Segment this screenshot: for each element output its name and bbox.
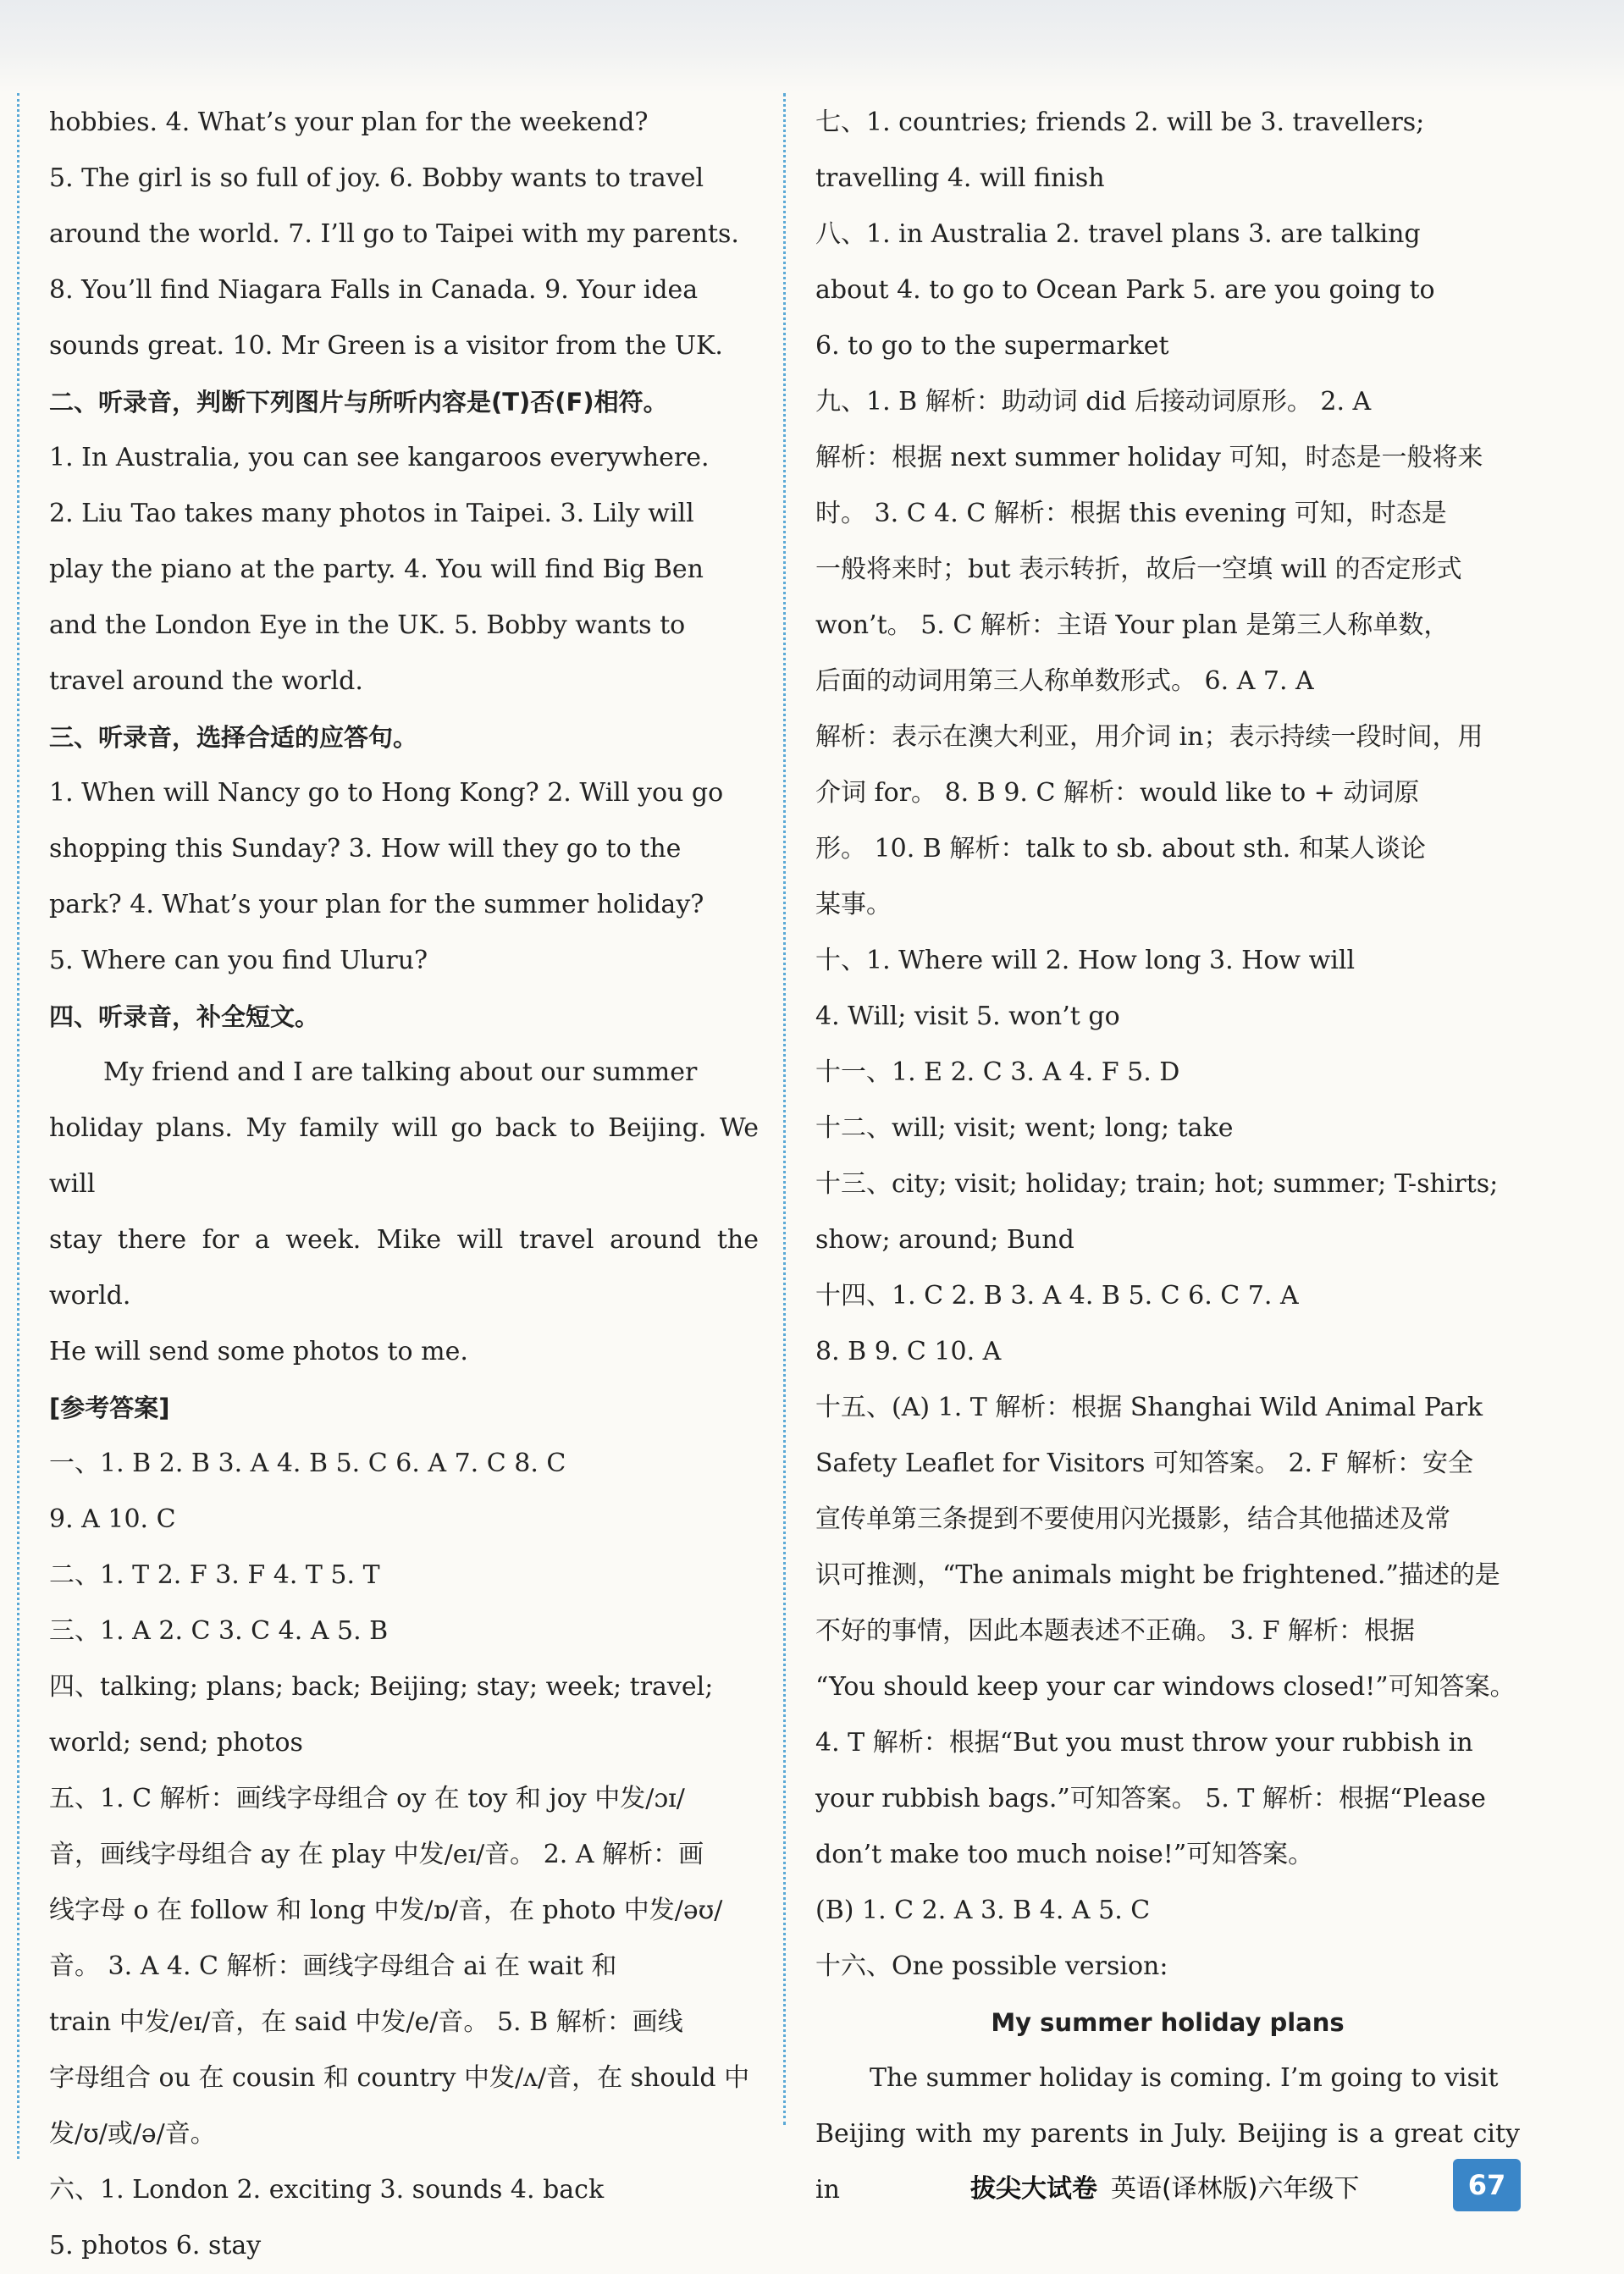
text-line: 七、1. countries; friends 2. will be 3. travellers; bbox=[815, 108, 1425, 137]
right-column bbox=[815, 95, 1520, 2218]
text-line: 8. B 9. C 10. A bbox=[815, 1337, 1002, 1366]
text-line: 四、talking; plans; back; Beijing; stay; week; travel; bbox=[49, 1672, 714, 1702]
text-line: 九、1. B 解析：助动词 did 后接动词原形。 2. A bbox=[815, 387, 1372, 417]
text-line: 6. to go to the supermarket bbox=[815, 331, 1169, 361]
text-line: 后面的动词用第三人称单数形式。 6. A 7. A bbox=[815, 666, 1314, 696]
text-line: The summer holiday is coming. I’m going to visit bbox=[870, 2063, 1499, 2093]
text-line: 5. Where can you find Uluru? bbox=[49, 946, 428, 975]
text-line: 某事。 bbox=[815, 890, 892, 919]
text-line: 音，画线字母组合 ay 在 play 中发/eɪ/音。 2. A 解析：画 bbox=[49, 1840, 704, 1869]
text-line: “You should keep your car windows closed!”可知答案。 bbox=[815, 1672, 1516, 1702]
text-line: 1. In Australia, you can see kangaroos everywhere. bbox=[49, 443, 710, 472]
text-line: show; around; Bund bbox=[815, 1225, 1074, 1255]
text-line: 五、1. C 解析：画线字母组合 oy 在 toy 和 joy 中发/ɔɪ/ bbox=[49, 1784, 685, 1813]
text-line: 2. Liu Tao takes many photos in Taipei. 3. Lily will bbox=[49, 499, 694, 528]
text-line: 介词 for。 8. B 9. C 解析：would like to + 动词原 bbox=[815, 778, 1420, 808]
text-line: your rubbish bags.”可知答案。 5. T 解析：根据“Please bbox=[815, 1784, 1486, 1813]
text-line: 4. T 解析：根据“But you must throw your rubbish in bbox=[815, 1728, 1473, 1758]
text-line: 不好的事情，因此本题表述不正确。 3. F 解析：根据 bbox=[815, 1616, 1416, 1646]
text-line: He will send some photos to me. bbox=[49, 1337, 468, 1366]
header-band bbox=[0, 0, 1624, 93]
text-line: around the world. 7. I’ll go to Taipei with my parents. bbox=[49, 219, 739, 249]
text-line: 字母组合 ou 在 cousin 和 country 中发/ʌ/音，在 should 中 bbox=[49, 2063, 750, 2093]
text-line: 9. A 10. C bbox=[49, 1504, 176, 1534]
text-line: 5. photos 6. stay bbox=[49, 2231, 262, 2260]
text-line: 十五、(A) 1. T 解析：根据 Shanghai Wild Animal Park bbox=[815, 1393, 1483, 1422]
text-line: 5. The girl is so full of joy. 6. Bobby wants to travel bbox=[49, 163, 704, 193]
text-line: travelling 4. will finish bbox=[815, 163, 1105, 193]
margin-dotted-line bbox=[17, 93, 19, 2159]
text-line: 一、1. B 2. B 3. A 4. B 5. C 6. A 7. C 8. C bbox=[49, 1449, 566, 1478]
text-line: 4. Will; visit 5. won’t go bbox=[815, 1002, 1120, 1031]
text-line: 8. You’ll find Niagara Falls in Canada. 9. Your idea bbox=[49, 275, 699, 305]
brand-name: 拔尖大试卷 bbox=[970, 2174, 1097, 2204]
text-line: 时。 3. C 4. C 解析：根据 this evening 可知，时态是 bbox=[815, 499, 1447, 528]
section-heading: 四、听录音，补全短文。 bbox=[49, 1002, 320, 1031]
column-divider bbox=[783, 93, 786, 2125]
text-line: 十、1. Where will 2. How long 3. How will bbox=[815, 946, 1356, 975]
footer-brand bbox=[970, 2164, 1359, 2215]
text-line: stay there for a week. Mike will travel around the world. bbox=[49, 1225, 759, 1311]
left-column bbox=[49, 95, 759, 2274]
text-line: park? 4. What’s your plan for the summer holiday? bbox=[49, 890, 704, 919]
text-line: 二、1. T 2. F 3. F 4. T 5. T bbox=[49, 1560, 380, 1590]
answer-key-heading: [参考答案] bbox=[49, 1394, 170, 1422]
text-line: 线字母 o 在 follow 和 long 中发/ɒ/音，在 photo 中发/əʊ/ bbox=[49, 1896, 723, 1925]
text-line: (B) 1. C 2. A 3. B 4. A 5. C bbox=[815, 1896, 1151, 1925]
subject-label: 英语(译林版)六年级下 bbox=[1111, 2174, 1360, 2204]
text-line: 解析：表示在澳大利亚，用介词 in；表示持续一段时间，用 bbox=[815, 722, 1483, 752]
text-line: Safety Leaflet for Visitors 可知答案。 2. F 解析：安全 bbox=[815, 1449, 1473, 1478]
text-line: holiday plans. My family will go back to Beijing. We will bbox=[49, 1113, 759, 1199]
text-line: 一般将来时；but 表示转折，故后一空填 will 的否定形式 bbox=[815, 555, 1462, 584]
text-line: and the London Eye in the UK. 5. Bobby wants to bbox=[49, 610, 686, 640]
text-line: My friend and I are talking about our summer bbox=[103, 1057, 698, 1087]
text-line: travel around the world. bbox=[49, 666, 363, 696]
text-line: 音。 3. A 4. C 解析：画线字母组合 ai 在 wait 和 bbox=[49, 1951, 617, 1981]
text-line: 宣传单第三条提到不要使用闪光摄影，结合其他描述及常 bbox=[815, 1504, 1450, 1534]
text-line: 十四、1. C 2. B 3. A 4. B 5. C 6. C 7. A bbox=[815, 1281, 1299, 1311]
text-line: hobbies. 4. What’s your plan for the weekend? bbox=[49, 108, 649, 137]
text-line: 十二、will; visit; went; long; take bbox=[815, 1113, 1234, 1143]
text-line: 1. When will Nancy go to Hong Kong? 2. Will you go bbox=[49, 778, 724, 808]
essay-title: My summer holiday plans bbox=[991, 2008, 1345, 2037]
text-line: 十一、1. E 2. C 3. A 4. F 5. D bbox=[815, 1057, 1180, 1087]
section-heading: 二、听录音，判断下列图片与所听内容是(T)否(F)相符。 bbox=[49, 388, 668, 417]
text-line: won’t。 5. C 解析：主语 Your plan 是第三人称单数， bbox=[815, 610, 1450, 640]
text-line: about 4. to go to Ocean Park 5. are you going to bbox=[815, 275, 1435, 305]
text-line: Beijing with my parents in July. Beijing is a great city in bbox=[815, 2119, 1520, 2205]
text-line: play the piano at the party. 4. You will find Big Ben bbox=[49, 555, 704, 584]
text-line: 发/ʊ/或/ə/音。 bbox=[49, 2119, 216, 2149]
text-line: 八、1. in Australia 2. travel plans 3. are talking bbox=[815, 219, 1421, 249]
text-line: 六、1. London 2. exciting 3. sounds 4. back bbox=[49, 2175, 605, 2205]
text-line: 十六、One possible version: bbox=[815, 1951, 1168, 1981]
text-line: don’t make too much noise!”可知答案。 bbox=[815, 1840, 1314, 1869]
text-line: 解析：根据 next summer holiday 可知，时态是一般将来 bbox=[815, 443, 1483, 472]
text-line: train 中发/eɪ/音，在 said 中发/e/音。 5. B 解析：画线 bbox=[49, 2007, 683, 2037]
section-heading: 三、听录音，选择合适的应答句。 bbox=[49, 723, 418, 752]
text-line: 十三、city; visit; holiday; train; hot; summer; T-shirts; bbox=[815, 1169, 1499, 1199]
text-line: world; send; photos bbox=[49, 1728, 303, 1758]
text-line: shopping this Sunday? 3. How will they go to the bbox=[49, 834, 682, 864]
text-line: 三、1. A 2. C 3. C 4. A 5. B bbox=[49, 1616, 389, 1646]
page-number-badge: 67 bbox=[1453, 2159, 1521, 2211]
text-line: 形。 10. B 解析：talk to sb. about sth. 和某人谈论 bbox=[815, 834, 1426, 864]
text-line: 识可推测，“The animals might be frightened.”描述的是 bbox=[815, 1560, 1500, 1590]
text-line: sounds great. 10. Mr Green is a visitor from the UK. bbox=[49, 331, 723, 361]
